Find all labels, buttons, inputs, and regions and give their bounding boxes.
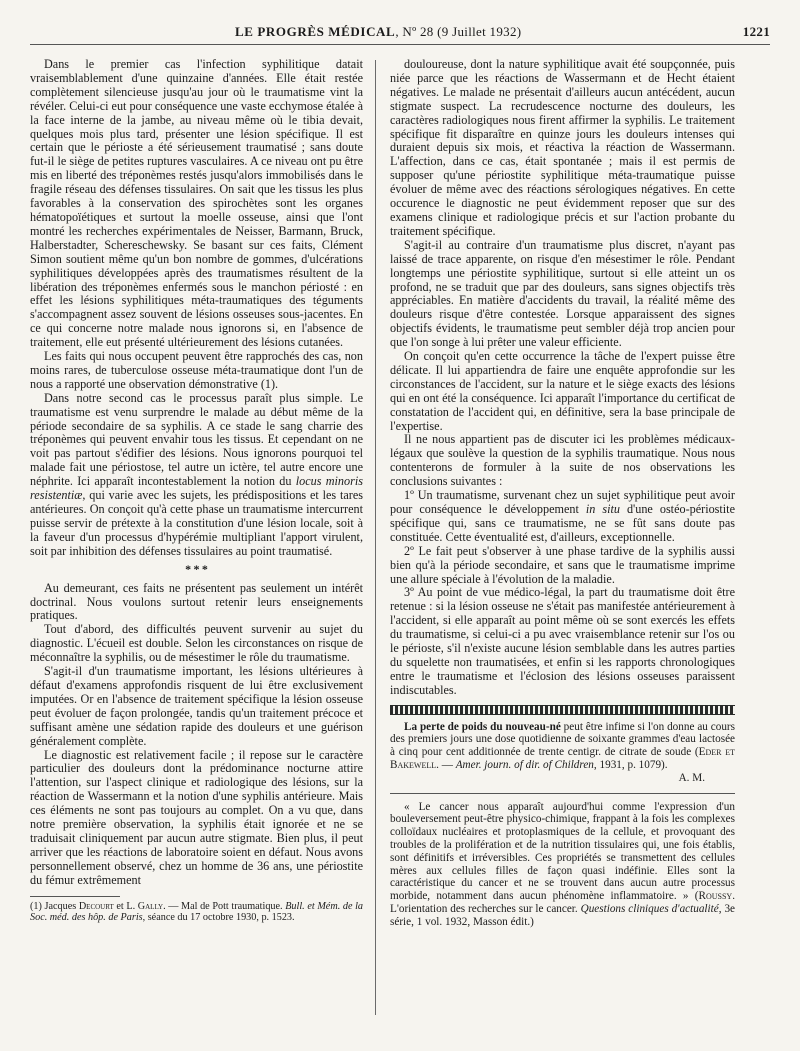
note-signature: A. M. xyxy=(678,771,705,784)
paragraph: Les faits qui nous occupent peuvent être rapprochés des cas, non moins rares, de tuberculose osseuse méta-traumatique dont l'un de nous a rapporté une observation démonstrative (1). xyxy=(30,349,363,391)
running-header xyxy=(30,18,770,45)
paragraph: Dans le premier cas l'infection syphilitique datait vraisemblablement d'une quinzaine d'années. Elle était restée complètement silencieuse jusqu'au jour où le traumatisme vint la révéler. Celui-ci eut pour conséquence une vaste ecchymose étalée à la face interne de la jambe, au niveau même où le tibia devait, quelques mois plus tard, présenter une lésion spécifique. Il est certain que le périoste a été sérieusement traumatisé ; sans doute fut-il le siège de petites ruptures vasculaires. A ce niveau ont pu être mis en liberté des tréponèmes restés jusqu'alors immobilisés dans le fragile réseau des défenses tissulaires. On sait que les tissus les plus favorables à la conservation des spirochètes sont les organes hématopoïétiques et surtout la moelle osseuse, ainsi que l'ont montré les recherches expérimentales de Neisser, Barmann, Bruck, Halberstadter, Schereschewsky. Se basant sur ces faits, Clément Simon soutient même qu'un bon nombre de gommes, d'ulcérations syphilitiques développées après des traumatismes résultent de la libération des tréponèmes enfermés sous le manchon périosté : en effet les lésions syphilitiques méta-traumatiques des téguments s'accompagnent assez souvent de lésions osseuses sous-jacentes. En ce qui concerne notre malade nous ignorons si, en l'absence de traitement, elle eut présenté ultérieurement des lésions cutanées. xyxy=(30,57,363,350)
paragraph: S'agit-il au contraire d'un traumatisme plus discret, n'ayant pas laissé de trace apparente, on risque d'en mésestimer le rôle. Pendant longtemps une périostite syphilitique, surtout si elle atteint un os profond, ne se traduit que par des douleurs, sans signes objectifs très appréciables. En matière d'accidents du travail, la réalité même des douleurs risque d'être contestée. Lorsque apparaissent des signes objectifs évidents, le traumatisme peut sembler déjà trop ancien pour que l'on songe à lui prêter une valeur efficiente. xyxy=(390,237,735,350)
separator-rule xyxy=(390,793,735,794)
paragraph: Tout d'abord, des difficultés peuvent survenir au sujet du diagnostic. L'écueil est double. Selon les circonstances on risque de méconnaître la syphilis, ou de mésestimer le rôle du traumatisme. xyxy=(30,622,363,665)
footnote-rule xyxy=(30,896,120,897)
section-break-asterisks: * * * xyxy=(185,561,208,576)
quotation: « Le cancer nous apparaît aujourd'hui comme l'expression d'un bouleversement peut-être physico-chimique, frappant à la fois les complexes colloïdaux nucléaires et protoplasmiques de la cellule, et provoquant des troubles de la prolifération et de la nutrition tissulaires qui, une fois établis, sont définitifs et irréversibles. Ces propriétés se transmettent des cellules mères aux cellules filles de façon quasi indéfinie. Elles sont la caractéristique du cancer et ne se trouvent dans aucun autre processus morbide, notamment dans aucun phénomène inflammatoire. » (Roussy. L'orientation des recherches sur le cancer. Questions cliniques d'actualité, 3e série, 1 vol. 1932, Masson édit.) xyxy=(390,800,736,928)
paragraph: On conçoit qu'en cette occurrence la tâche de l'expert puisse être délicate. Il lui appartiendra de faire une enquête approfondie sur les circonstances de l'accident, sur la nature et le siège exacts des lésions qui en ont été la conséquence. Ici apparaît l'importance du certificat de constatation de l'accident qui, en définitive, sera la base principale de l'expertise. xyxy=(390,349,735,433)
paragraph: Au demeurant, ces faits ne présentent pas seulement un intérêt doctrinal. Nous voulons surtout retenir leurs enseignements pratiques. xyxy=(30,580,363,623)
column-divider xyxy=(375,60,376,1015)
right-column xyxy=(390,58,735,929)
news-note: La perte de poids du nouveau-né peut être infime si l'on donne au cours des premiers jours une dose quotidienne de soixante grammes d'eau lactosée à cinq pour cent additionnée de trente centigr. de citrate de soude (Eder et Bakewell. — Amer. journ. of dir. of Children, 1931, p. 1079). xyxy=(390,720,736,772)
paragraph: Dans notre second cas le processus paraît plus simple. Le traumatisme est venu surprendre le malade au début même de la période secondaire de sa syphilis. A ce stade le sang charrie des tréponèmes qui peuvent envahir tous les tissus. Et cependant on ne voit pas partout s'édifier des lésions. Nous ignorons pourquoi tel malade fait une périostose, tel autre un ictère, tel autre encore une néphrite. Ici apparaît incontestablement la notion du locus minoris resistentiæ, qui varie avec les sujets, les prédispositions et les tares antérieures. On conçoit qu'à cette phase un traumatisme intercurrent puisse servir de prétexte à la constitution d'une lésion locale, soit à la faveur d'un processus d'hypérémie multipliant l'apport virulent, soit par inhibition des défenses tissulaires au point traumatisé. xyxy=(30,390,363,558)
conclusion-3: 3º Au point de vue médico-légal, la part du traumatisme doit être retenue : si la lésion osseuse ne s'était pas manifestée antérieurement à l'accident, si elle apparaît au point même où se sont exercés les effets du traumatisme, si celui-ci a pu avec vraisemblance retenir sur l'os ou le périoste, s'il n'existe aucune lésion semblable dans les autres parties du squelette non traumatisées, et enfin si les rapports chronologiques entre le traumatisme et l'éclosion des lésions osseuses paraissent indiscutables. xyxy=(390,585,735,697)
paragraph: Le diagnostic est relativement facile ; il repose sur le caractère particulier des douleurs dont la prédominance nocturne attire l'attention, sur l'aspect clinique et radiologique des lésions, sur la réaction de Wassermann et la notion d'une syphilis antérieure. Mais ces éléments ne sont pas toujours au complet. On a vu que, dans notre première observation, la syphilis était ignorée et ne se traduisait cliniquement par aucun autre stigmate. Bien plus, il peut arriver que les réactions de laboratoire soient en défaut. Nous avons personnellement observé, chez un homme de 36 ans, une périostite du fémur extrêmement xyxy=(30,747,363,887)
footnote: (1) Jacques Decourt et L. Gally. — Mal de Pott traumatique. Bull. et Mém. de la Soc. méd. des hôp. de Paris, séance du 17 octobre 1930, p. 1523. xyxy=(30,900,364,924)
conclusion-1: 1º Un traumatisme, survenant chez un sujet syphilitique peut avoir pour conséquence le développement in situ d'une ostéo-périostite spécifique qui, sans ce traumatisme, ne se fût sans doute pas constituée. Cette éventualité est, d'ailleurs, exceptionnelle. xyxy=(390,488,735,544)
conclusion-2: 2º Le fait peut s'observer à une phase tardive de la syphilis aussi bien qu'à la période secondaire, et sans que le traumatisme imprime une allure spéciale à l'évolution de la maladie. xyxy=(390,543,735,586)
page-number: 1221 xyxy=(742,24,770,39)
left-column xyxy=(30,58,363,924)
journal-title: LE PROGRÈS MÉDICAL, Nº 28 (9 Juillet 1932) xyxy=(235,24,522,39)
paragraph: S'agit-il d'un traumatisme important, les lésions ultérieures à défaut d'examens approfondis risquent de lui être exclusivement imputées. Or en l'absence de traitement spécifique la lésion osseuse peut évoluer de façon prolongée, tandis qu'un traitement précoce et suffisant amène une sédation rapide des douleurs et une guérison généralement complète. xyxy=(30,664,363,748)
decorative-border xyxy=(390,705,735,715)
paragraph: douloureuse, dont la nature syphilitique avait été soupçonnée, puis niée parce que les réactions de Wassermann et de Hecht étaient négatives. Le malade ne présentait d'ailleurs aucun antécédent, aucun stigmate suspect. La recrudescence nocturne des douleurs, les caractères radiologiques nous firent affirmer la syphilis. Le traitement spécifique fit disparaître en quinze jours les douleurs intenses qui duraient depuis six mois, et réactiva la réaction de Wassermann. L'affection, dans ce cas, était spontanée ; mais il est permis de supposer qu'une périostite syphilitique méta-traumatique puisse évoluer de même avec des réactions sérologiques négatives. En cette occurence le diagnostic ne peut évidemment reposer que sur des examens clinique et radiologique précis et sur l'action probante du traitement spécifique. xyxy=(390,57,735,238)
paragraph: Il ne nous appartient pas de discuter ici les problèmes médicaux-légaux que soulève la question de la syphilis traumatique. Nous nous contenterons de formuler à la suite de nos observations les conclusions suivantes : xyxy=(390,432,735,489)
